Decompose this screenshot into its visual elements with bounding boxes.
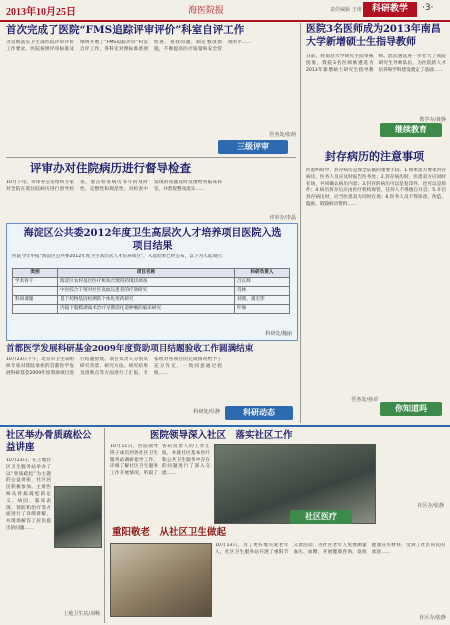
divider bbox=[6, 157, 296, 158]
project-table bbox=[12, 268, 290, 314]
table-row bbox=[13, 278, 290, 287]
article-body-lecture: 10月23日，在上地社区卫生服务站举办了以“骨质疏松”为主题的公益讲座，社区居民积极参加。主讲医师从骨质疏松的定义、病因、临床表现、预防和治疗等方面进行了详细讲解，并现场解答了居民提出的问题…… bbox=[6, 458, 51, 531]
paper-name: 海医院报 bbox=[188, 6, 225, 16]
lecture-photo bbox=[54, 486, 102, 548]
table-row bbox=[13, 305, 290, 314]
table-cell: 肖林 bbox=[235, 287, 290, 296]
byline-lecture: 上地卫生站/刘畅 bbox=[63, 611, 100, 617]
table-row bbox=[13, 287, 290, 296]
article-title-lecture: 社区举办骨质疏松公益讲座 bbox=[6, 430, 92, 453]
section-bar-research: 科研动态 bbox=[225, 406, 293, 420]
article-title-elderly: 重阳敬老 从社区卫生做起 bbox=[112, 527, 227, 538]
byline-sealing: 医务处/孙菲 bbox=[351, 397, 378, 403]
article-title-inspection: 评审办对住院病历进行督导检查 bbox=[30, 161, 191, 175]
byline-talent: 科研处/魏丽 bbox=[265, 331, 292, 337]
table-header-row bbox=[13, 269, 290, 278]
section-bar-review: 三级评审 bbox=[218, 140, 288, 154]
article-body-elderly: 10月13日，为了更好地关爱老年人，社区卫生服务站开展了重阳节义诊活动，为社区老年人免费测量血压、血糖，开展健康咨询，发放健康宣传材料，受到了社区居民的欢迎…… bbox=[215, 543, 445, 555]
article-body-inspection: 10月下旬，评审办公室组织专家对全院在架住院病历进行督导检查，重点检查病历书写的及时性、完整性和规范性，对检查中发现的问题及时反馈给各临床科室，并督促整改落实…… bbox=[6, 180, 222, 192]
article-title-leaders: 医院领导深入社区 落实社区工作 bbox=[150, 430, 293, 441]
article-title-fund: 首都医学发展科研基金2009年度资助项目结题验收工作圆满结束 bbox=[6, 344, 254, 354]
byline-tutors: 教学办/黄静 bbox=[419, 117, 446, 123]
article-body-fund: 10月23日下午，北京市卫生局组织专家对我院承担的首都医学发展科研基金2009年度资助项目进行结题验收。项目负责人分别从研究背景、研究方法、研究结果及创新点等方面进行了汇报，专家组对各项目的完成情况给予了充分肯定，一致同意通过验收…… bbox=[6, 357, 222, 376]
table-cell: 中医综合干预对社区高血压患者的疗效研究 bbox=[58, 287, 235, 296]
table-header: 项目名称 bbox=[58, 269, 235, 278]
table-header: 科研负责人 bbox=[235, 269, 290, 278]
page-number: ·3· bbox=[422, 3, 434, 13]
editor-credit: 责任编辑 王靖 bbox=[330, 7, 362, 13]
table-row bbox=[13, 296, 290, 305]
article-body-leaders-cont bbox=[378, 444, 446, 502]
section-bar-education: 继续教育 bbox=[380, 123, 442, 137]
article-body-fms: 为贯彻落实卫生部医院评审评价工作要求，医院按照评审标准及细则开展了“FMS追踪评价”科室自评工作，各科室对照标准逐项检查，查找问题，制定整改措施，不断提高医疗质量和安全管理水平…… bbox=[6, 40, 251, 52]
article-body-sealing: 医患纠纷中，封存病历是保全证据的重要手段。1.如果患方要求封存病历，医务人员应及时报告医务处；2.封存病历时，医患双方应同时在场，共同确认病历内容；3.封存的病历可以是复印件，也可以是原件；4.病历封存后应由医疗机构保管，任何人不得擅自开启；5.开启封存病历时，应当医患双方同时在场；6.医务人员不得涂改、伪造、隐匿、销毁病历资料…… bbox=[306, 168, 446, 207]
article-body-talent: 医院今年申报“海淀区公共委2012年度卫生高层次人才培养项目”，入选结果已经公布，以下为入选项目： bbox=[12, 254, 226, 259]
section-divider bbox=[0, 425, 450, 427]
column-divider bbox=[104, 428, 105, 623]
section-badge: 科研教学 bbox=[363, 2, 417, 17]
table-cell: 基于药物基因检测的个体化用药研究 bbox=[58, 296, 235, 305]
byline-fund: 科研处/任静 bbox=[193, 409, 220, 415]
table-cell: 学术骨干 bbox=[13, 278, 58, 287]
byline-fms: 医务处/张萌 bbox=[269, 132, 296, 138]
byline-inspection: 评审办/李晶 bbox=[269, 215, 296, 221]
table-cell: 内镜下黏膜剥离术治疗早期消化道肿瘤的临床研究 bbox=[58, 305, 235, 314]
table-cell: 刘燕、虞宏伟 bbox=[235, 296, 290, 305]
issue-date: 2013年10月25日 bbox=[6, 7, 76, 18]
table-cell: 吕长辉 bbox=[235, 278, 290, 287]
article-title-fms: 首次完成了医院“FMS追踪评审评价”科室自评工作 bbox=[6, 24, 245, 36]
section-bar-community: 社区医疗 bbox=[290, 510, 352, 524]
table-cell: 海淀区农村基层医疗机构合理用药现状调查 bbox=[58, 278, 235, 287]
section-bar-tips: 你知道吗 bbox=[380, 402, 442, 416]
table-header: 类别 bbox=[13, 269, 58, 278]
article-title-talent: 海淀区公共委2012年度卫生高层次人才培养项目医院入选项目结果 bbox=[23, 228, 282, 252]
elderly-photo bbox=[110, 543, 212, 617]
column-divider bbox=[300, 23, 301, 423]
article-title-sealing: 封存病历的注意事项 bbox=[325, 150, 424, 163]
article-title-tutors: 医院3名医师成为2013年南昌大学新增硕士生指导教师 bbox=[306, 24, 441, 48]
byline-leaders: 社区办/张静 bbox=[417, 503, 444, 509]
byline-elderly: 社区办/张静 bbox=[419, 615, 446, 621]
table-cell: 叶俊 bbox=[235, 305, 290, 314]
table-cell bbox=[13, 305, 58, 314]
article-body-tutors: 日前，经南昌大学研究生院审核批准，我院3名医师被遴选为2013年新增硕士研究生指导教师。此次遴选进一步壮大了我院研究生导师队伍，为医院的人才培养和学科建设奠定了基础…… bbox=[306, 54, 446, 73]
table-cell bbox=[13, 287, 58, 296]
table-cell: 科研课题 bbox=[13, 296, 58, 305]
article-body-leaders: 10月11日，医院领导班子成员到各社区卫生服务站调研指导工作，详细了解社区卫生服务工作开展情况，听取了各站负责人的工作汇报，并就社区基本医疗和公共卫生服务中存在的问题进行了深入交流…… bbox=[110, 444, 210, 477]
